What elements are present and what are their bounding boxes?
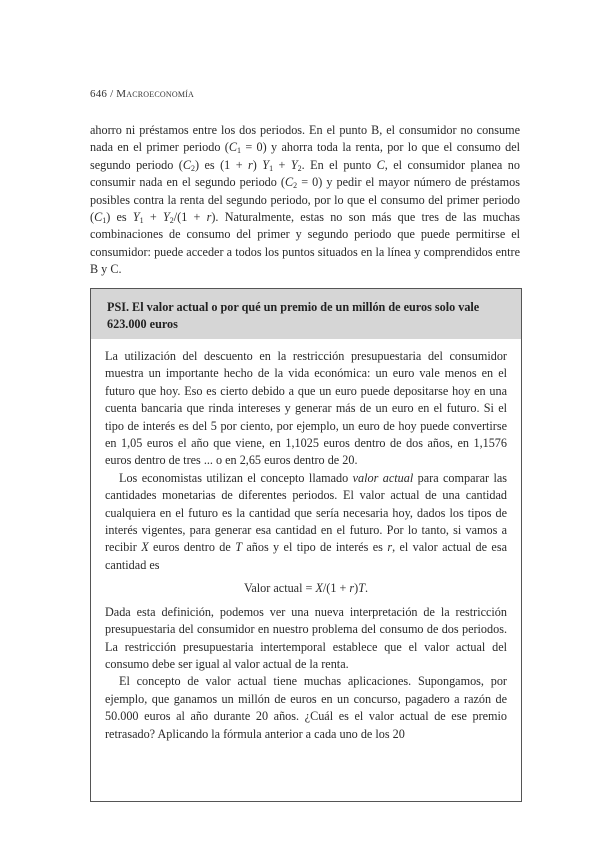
box-paragraph-1: La utilización del descuento en la restricción presupuestaria del consumidor muestra un importante hecho de la vida económica: un euro vale menos en el futuro que hoy. Eso es cierto debido a que un euro puede depositarse hoy en una cuenta bancaria que rinda intereses y generar más de un euro en el futuro. Si el tipo de interés es del 5 por ciento, por ejemplo, un euro de hoy puede convertirse en 1,05 euros el año que viene, en 1,1025 euros dentro de dos años, en 1,1576 euros dentro de tres ... o en 2,65 euros dentro de 20. [105,349,507,468]
sidebar-box [90,288,522,802]
box-title: PSI. El valor actual o por qué un premio de un millón de euros solo vale 623.000 euros [91,289,521,339]
box-paragraph-4: El concepto de valor actual tiene muchas aplicaciones. Supongamos, por ejemplo, que ganamos un millón de euros en un concurso, pagadero a razón de 50.000 euros al año durante 20 años. ¿Cuál es el valor actual de ese premio retrasado? Aplicando la fórmula anterior a cada uno de los 20 [105,674,507,741]
present-value-formula: Valor actual = X/(1 + r)T. [243,581,369,596]
box-paragraph-2: Los economistas utilizan el concepto llamado valor actual para comparar las cantidades monetarias de diferentes periodos. El valor actual de una cantidad cualquiera en el futuro es la cantidad que sería necesaria hoy, dados los tipos de interés vigentes, para generar esa cantidad en el futuro. Por lo tanto, si vamos a recibir X euros dentro de T años y el tipo de interés es r, el valor actual de esa cantidad es [105,470,507,572]
running-head [90,88,194,100]
box-paragraph-3: Dada esta definición, podemos ver una nueva interpretación de la restricción presupuestaria del consumidor en nuestro problema del consumo de dos periodos. La restricción presupuestaria intertemporal establece que el valor actual del consumo debe ser igual al valor actual de la renta. [105,604,507,671]
box-body [91,339,521,743]
header-separator: / [110,88,114,100]
book-title: Macroeconomía [116,88,194,100]
page-number: 646 [90,88,108,100]
intro-paragraph: ahorro ni préstamos entre los dos periodos. En el punto B, el consumidor no consume nada en el primer periodo $(C_1 = 0)$ y ahorra toda la renta, por lo que el consumo del segundo periodo $(C_2)$ es (1 + r) $Y_1 + Y_2$. En el punto C, el consumidor planea no consumir nada en el segundo periodo $(C_2 = 0)$ y pedir el mayor número de préstamos posibles contra la renta del segundo periodo, por lo que el consumo del primer periodo $(C_1)$ es $Y_1 + Y_2/(1 + r)$. Naturalmente, estas no son más que tres de las muchas combinaciones de consumo del primer y segundo periodo que puede permitirse el consumidor: puede acceder a todos los puntos situados en la línea y comprendidos entre B y C. [90,123,520,277]
